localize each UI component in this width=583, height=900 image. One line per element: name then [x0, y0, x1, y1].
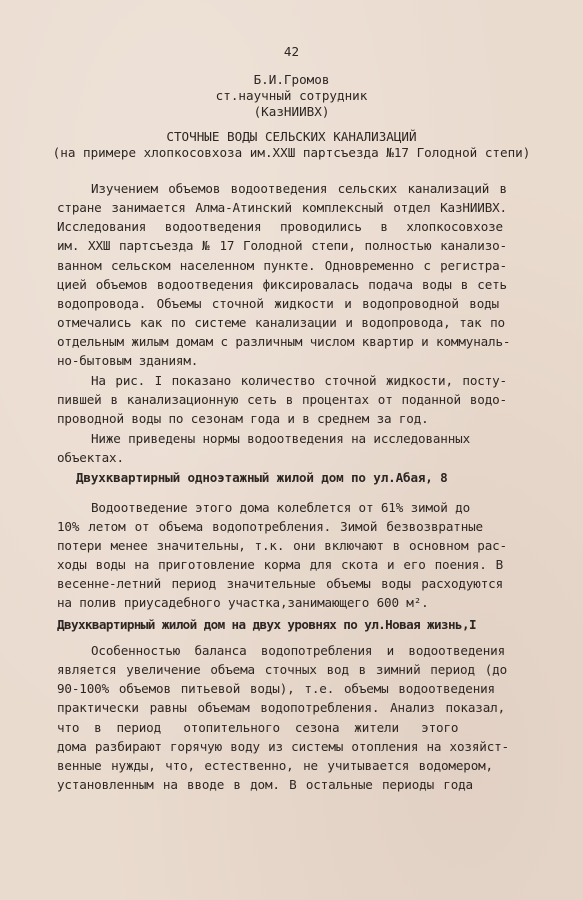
p5-line-4: практически равны объемам водопотребления. Анализ показал,	[57, 700, 505, 715]
p1-line-5: ванном сельском населенном пункте. Одновременно с регистра-	[57, 258, 507, 273]
p3-line-1: Ниже приведены нормы водоотведения на исследованных	[91, 431, 471, 446]
p2-line-1: На рис. I показано количество сточной жидкости, посту-	[91, 373, 507, 388]
p2-line-3: проводной воды по сезонам года и в среднем за год.	[57, 411, 429, 426]
p1-line-10: но-бытовым зданиям.	[57, 353, 199, 368]
p4-line-4: ходы воды на приготовление корма для скота и его поения. В	[57, 557, 503, 572]
p5-line-5: что в период отопительного сезона жители этого	[57, 720, 459, 735]
p5-line-7: венные нужды, что, естественно, не учитывается водомером,	[57, 758, 493, 773]
p1-line-2: стране занимается Алма-Атинский комплексный отдел КазНИИВХ.	[57, 200, 507, 215]
author-institute: (КазНИИВХ)	[253, 104, 330, 119]
p1-line-7: водопровода. Объемы сточной жидкости и водопроводной воды	[57, 296, 499, 311]
author-name: Б.И.Громов	[253, 72, 330, 87]
page-number: 42	[283, 44, 300, 59]
p5-line-3: 90-100% объемов питьевой воды), т.е. объемы водоотведения	[57, 681, 495, 696]
p1-line-1: Изучением объемов водоотведения сельских канализаций в	[91, 181, 507, 196]
p5-line-1: Особенностью баланса водопотребления и водоотведения	[91, 643, 505, 658]
p1-line-4: им. ХХШ партсъезда № 17 Голодной степи, полностью канализо-	[57, 238, 507, 253]
p1-line-8: отмечались как по системе канализации и водопровода, так по	[57, 315, 505, 330]
p4-line-1: Водоотведение этого дома колеблется от 61% зимой до	[91, 500, 471, 515]
p1-line-6: цией объемов водоотведения фиксировалась подача воды в сеть	[57, 277, 507, 292]
heading-abaya: Двухквартирный одноэтажный жилой дом по ул.Абая, 8	[76, 470, 448, 485]
p4-line-3: потери менее значительны, т.к. они включают в основном рас-	[57, 538, 507, 553]
p3-line-2: объектах.	[57, 450, 124, 465]
p4-line-2: 10% летом от объема водопотребления. Зимой безвозвратные	[57, 519, 483, 534]
heading-novaya-zhizn: Двухквартирный жилой дом на двух уровнях по ул.Новая жизнь,I	[57, 617, 476, 632]
p4-line-5: весенне-летний период значительные объемы воды расходуются	[57, 576, 503, 591]
p5-line-2: является увеличение объема сточных вод в зимний период (до	[57, 662, 507, 677]
title-main: СТОЧНЫЕ ВОДЫ СЕЛЬСКИХ КАНАЛИЗАЦИЙ	[166, 129, 417, 144]
title-subtitle: (на примере хлопкосовхоза им.ХХШ партсъезда №17 Голодной степи)	[52, 145, 531, 160]
p5-line-8: установленным на вводе в дом. В остальные периоды года	[57, 777, 473, 792]
p5-line-6: дома разбирают горячую воду из системы отопления на хозяйст-	[57, 739, 509, 754]
p2-line-2: пившей в канализационную сеть в процентах от поданной водо-	[57, 392, 507, 407]
p1-line-3: Исследования водоотведения проводились в хлопкосовхозе	[57, 219, 503, 234]
author-position: ст.научный сотрудник	[215, 88, 368, 103]
p1-line-9: отдельным жилым домам с различным числом квартир и коммуналь-	[57, 334, 511, 349]
p4-line-6: на полив приусадебного участка,занимающего 600 м².	[57, 595, 429, 610]
